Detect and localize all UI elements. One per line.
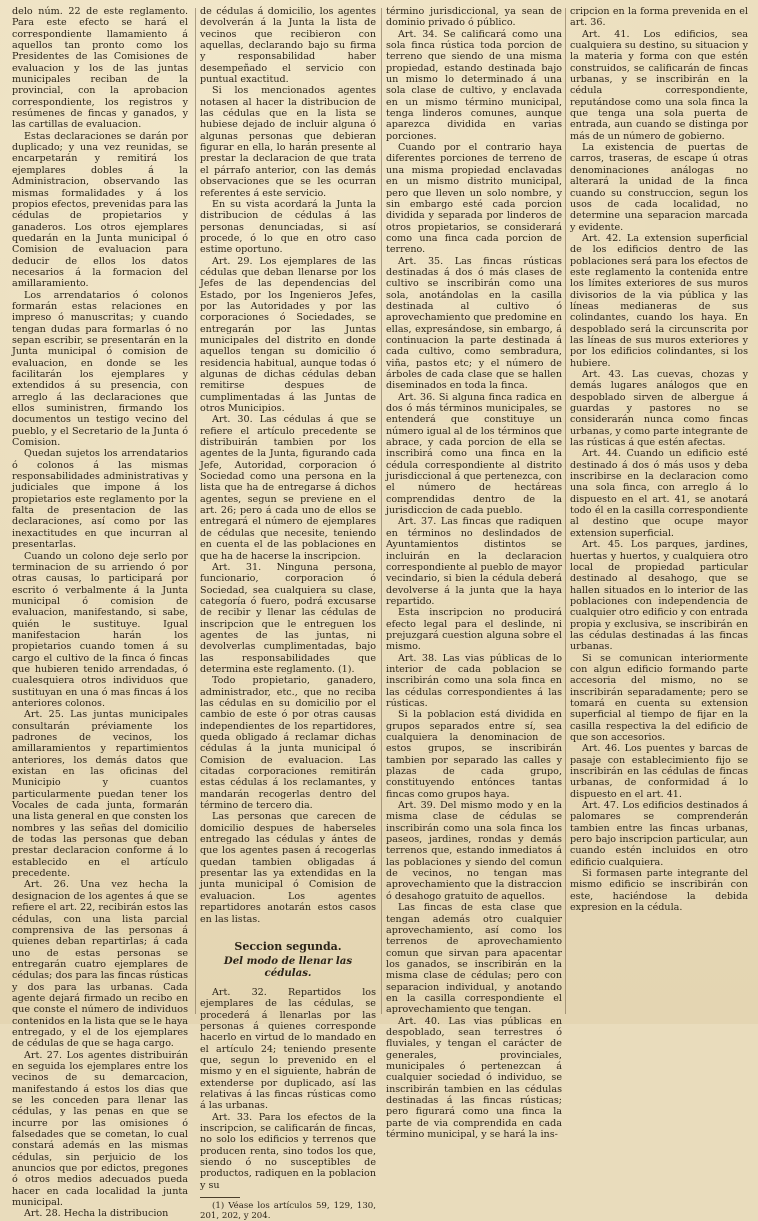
text-column-4: [570, 6, 748, 1016]
paragraph: Art. 31. Ninguna persona, funcionario, corporacion ó Sociedad, sea cualquiera su clase, categoría ó fuero, podrá excusarse de recibir y llenar las cédulas de inscripcion que le entreguen los agentes de las juntas, ni devolverlas cumplimentadas, bajo las responsabilidades que determina este reglamento. (1).: [200, 561, 376, 675]
paragraph: Art. 28. Hecha la distribucion: [24, 1208, 169, 1220]
paragraph: Estas declaraciones se darán por duplicado; y una vez reunidas, se encarpetarán y remitirá los ejemplares dobles á la Administracion, observando las mismas formalidades y á los propios efectos, prevenidas para las cédulas de propietarios y ganaderos. Los otros ejemplares quedarán en la Junta municipal ó Comision de evaluacion para deducir de ellos los datos necesarios á la formacion del amillaramiento.: [12, 130, 188, 290]
paragraph: cripcion en la forma prevenida en el art. 36.: [570, 6, 748, 29]
paragraph: Todo propietario, ganadero, administrador, etc., que no reciba las cédulas en su domicilio por el cambio de este ó por otras causas independientes de los repartidores, queda obligado á reclamar dichas cédulas á la junta municipal ó Comision de evaluacion. Las citadas corporaciones remitirán estas cédulas á los reclamantes, y mandarán recogerlas dentro del término de tercero dia.: [200, 675, 376, 812]
paragraph: Art. 34. Se calificará como una sola finca rústica toda porcion de terreno que siendo de una misma propiedad, estando destinada bajo un mismo lo determinado á una sola clase de cultivo, y enclavada en un mismo término municipal, tenga linderos comunes, aunque aparezca dividida en varias porciones.: [386, 28, 562, 142]
paragraph: Art. 43. Las cuevas, chozas y demás lugares análogos que en despoblado sirven de albergue á guardas y pastores no se considerarán nunca como fincas urbanas, y como parte integrante de las rústicas á que estén afectas.: [570, 369, 748, 449]
text-column-1: [12, 6, 188, 1220]
paragraph: Art. 29. Los ejemplares de las cédulas que deban llenarse por los Jefes de las dependencias del Estado, por los Ingenieros Jefes, por las Autoridades y por las corporaciones ó Sociedades, se entregarán por las Juntas municipales del distrito en donde aquellos tengan su domicilio ó residencia habitual, aunque todas ó algunas de dichas cédulas deban remitirse despues de cumplimentadas á las Juntas de otros Municipios.: [200, 255, 376, 415]
paragraph: término jurisdiccional, ya sean de dominio privado ó público.: [386, 6, 562, 29]
paragraph: Cuando por el contrario haya diferentes porciones de terreno de una misma propiedad enclavadas en un mismo distrito municipal, pero que lleven un solo nombre, y sin embargo esté cada porcion dividida y separada por linderos de otros propietarios, se considerará como una finca cada porcion de terreno.: [386, 142, 562, 256]
paragraph: Art. 32. Repartidos los ejemplares de las cédulas, se procederá á llenarlas por las personas á quienes corresponde hacerlo en virtud de lo mandado en el artículo 24; teniendo presente que, segun lo prevenido en el mismo y en el siguiente, habrán de extenderse por duplicado, así las relativas á las fincas rústicas como á las urbanas.: [200, 986, 376, 1112]
paragraph: Si la poblacion está dividida en grupos separados entre sí, sea cualquiera la denominacion de estos grupos, se inscribirán tambien por separado las calles y plazas de cada grupo, constituyendo entónces tantas fincas como grupos haya.: [386, 709, 562, 800]
paragraph: Art. 36. Si alguna finca radica en dos ó más términos municipales, se entenderá que constituye un número igual al de los términos que abrace, y cada porcion de ella se inscribirá como una finca en la cédula correspondiente al distrito jurisdiccional á que pertenezca, con el número de hectáreas comprendidas dentro de la jurisdiccion de cada pueblo.: [386, 391, 562, 517]
section-title: Seccion segunda.: [234, 939, 342, 953]
paragraph: Las fincas de esta clase que tengan además otro cualquier aprovechamiento, así como los terrenos de aprovechamiento comun que sirvan para apacentar los ganados, se inscribirán en la misma clase de cédulas; pero con separacion individual, y anotando en la casilla correspondiente el aprovechamiento que tengan.: [386, 902, 562, 1016]
paragraph: Art. 38. Las vias públicas de lo interior de cada poblacion se inscribirán como una sola finca en las cédulas correspondientes á las rústicas.: [386, 652, 562, 709]
paragraph: La existencia de puertas de carros, traseras, de escape ú otras denominaciones análogas no alterará la unidad de la finca cuando su construccion, segun los usos de cada localidad, no determine una separacion marcada y evidente.: [570, 142, 748, 233]
column-rule: [195, 8, 196, 1014]
column-rule: [381, 8, 382, 1014]
paragraph: Quedan sujetos los arrendatarios ó colonos á las mismas responsabilidades administrativas y judiciales que impone á los propietarios este reglamento por la falta de presentacion de las declaraciones, así como por las inexactitudes en que incurran al presentarlas.: [12, 448, 188, 551]
paragraph: Esta inscripcion no producirá efecto legal para el deslinde, ni prejuzgará cuestion alguna sobre el mismo.: [386, 607, 562, 653]
section-subtitle: Del modo de llenar las cédulas.: [223, 955, 353, 979]
paragraph: Art. 30. Las cédulas á que se refiere el artículo precedente se distribuirán tambien por los agentes de la Junta, figurando cada Jefe, Autoridad, corporacion ó Sociedad como una persona en la lista que ha de entregarse á dichos agentes, segun se previene en el art. 26; pero á cada uno de ellos se entregará el número de ejemplares de cédulas que necesite, teniendo en cuenta el de las poblaciones en que ha de hacerse la inscripcion.: [200, 414, 376, 562]
paragraph: Los arrendatarios ó colonos formarán estas relaciones en impreso ó manuscritas; y cuando tengan dudas para formarlas ó no sepan escribir, se presentarán en la Junta municipal ó comision de evaluacion, en donde se les facilitarán los ejemplares y extendidos á su presencia, con arreglo á las declaraciones que ellos suministren, firmando los documentos un testigo vecino del pueblo, y el Secretario de la Junta ó Comision.: [12, 289, 188, 449]
paragraph: Art. 26. Una vez hecha la designacion de los agentes á que se refiere el art. 22, recibirán estos las cédulas, con una lista parcial comprensiva de las personas á quienes deban repartirlas; á cada uno de estas personas se entregarán cuatro ejemplares de cédulas; dos para las fincas rústicas y dos para las urbanas. Cada agente dejará firmado un recibo en que conste el número de individuos contenidos en la lista que se le haya entregado, y el de los ejemplares de cédulas de que se haga cargo.: [12, 879, 188, 1050]
paragraph: Art. 40. Las vias públicas en despoblado, sean terrestres ó fluviales, y tengan el carácter de generales, provinciales, municipales ó pertenezcan á cualquier sociedad ó individuo, se inscribirán tambien en las cédulas destinadas á las fincas rústicas; pero figurará como una finca la parte de via comprendida en cada término municipal, y se hará la ins-: [386, 1015, 562, 1141]
paragraph: Art. 35. Las fincas rústicas destinadas á dos ó más clases de cultivo se inscribirán como una sola, anotándolas en la casilla destinada al cultivo ó aprovechamiento que predomine en ellas, expresándose, sin embargo, á continuacion la parte destinada á cada cultivo, como sembradura, viña, pastos etc; y el número de árboles de cada clase que se hallen diseminados en toda la finca.: [386, 255, 562, 392]
paragraph: de cédulas á domicilio, los agentes devolverán á la Junta la lista de vecinos que recibieron con aquellas, declarando bajo su firma y responsabilidad haber desempeñado el servicio con puntual exactitud.: [200, 6, 376, 86]
footnote: (1) Véase los artículos 59, 129, 130, 201, 202, y 204.: [200, 1201, 376, 1221]
paragraph: Art. 46. Los puentes y barcas de pasaje con establecimiento fijo se inscribirán en las cédulas de fincas urbanas, de conformidad á lo dispuesto en el art. 41.: [570, 743, 748, 800]
paragraph: Art. 27. Los agentes distribuirán en seguida los ejemplares entre los vecinos de su demarcacion, manifestando á estos los dias que se les conceden para llenar las cédulas, y las penas en que se incurre por las omisiones ó falsedades que se cometan, lo cual constará además en las mismas cédulas, sin perjuicio de los anuncios que por edictos, pregones ó otros medios adecuados pueda hacer en cada localidad la junta municipal.: [12, 1049, 188, 1209]
paragraph: Cuando un colono deje serlo por terminacion de su arriendo ó por otras causas, lo participará por escrito ó verbalmente á la Junta municipal ó comision de evaluacion, manifestando, si sabe, quién le sustituye. Igual manifestacion harán los propietarios cuando tomen á su cargo el cultivo de la finca ó fincas que hubieren tenido arrendadas, ó cualesquiera otros individuos que sustituyan en una ó mas fincas á los anteriores colonos.: [12, 550, 188, 709]
paragraph: Art. 47. Los edificios destinados á palomares se comprenderán tambien entre las fincas urbanas, pero bajo inscripcion particular, aun cuando estén incluidos en otro edificio cualquiera.: [570, 800, 748, 868]
column-rule: [565, 8, 566, 1014]
paragraph: Art. 41. Los edificios, sea cualquiera su destino, su situacion y la materia y forma con que estén construidos, se calificarán de fincas urbanas, y se inscribirán en la cédula correspondiente, reputándose como una sola finca la que tenga una sola puerta de entrada, aun cuando se distinga por más de un número de gobierno.: [570, 28, 748, 142]
paragraph: Las personas que carecen de domicilio despues de haberseles entregado las cédulas y ántes de que los agentes pasen á recogerlas quedan tambien obligadas á presentar las ya extendidas en la junta municipal ó Comision de evaluacion. Los agentes repartidores anotarán estos casos en las listas.: [200, 811, 376, 925]
paragraph: Art. 39. Del mismo modo y en la misma clase de cédulas se inscribirán como una sola finca los paseos, jardines, rondas y demás terrenos que, estando inmediatos á las poblaciones y siendo del comun de vecinos, no tengan mas aprovechamiento que la distraccion ó desahogo gratuito de aquellos.: [386, 800, 562, 902]
paragraph: Si formasen parte integrante del mismo edificio se inscribirán con este, haciéndose la debida expresion en la cédula.: [570, 868, 748, 914]
paragraph: delo núm. 22 de este reglamento. Para este efecto se hará el correspondiente llamamiento á aquellos tan pronto como los Presidentes de las Comisiones de evaluacion y los de las juntas municipales reciban de la provincial, con la aprobacion correspondiente, los registros y resúmenes de fincas y ganados, y las cartillas de evaluacion.: [12, 6, 188, 131]
footnote-rule: [200, 1197, 240, 1198]
paragraph: Art. 33. Para los efectos de la inscripcion, se calificarán de fincas, no solo los edificios y terrenos que producen renta, sino todos los que, siendo ó no susceptibles de productos, radiquen en la poblacion y su: [200, 1111, 376, 1191]
text-column-3: [386, 6, 563, 1141]
paragraph: Art. 45. Los parques, jardines, huertas y huertos, y cualquiera otro local de propiedad particular destinado al desahogo, que se hallen situados en lo interior de las poblaciones con independencia de cualquier otro edificio y con entrada propia y exclusiva, se inscribirán en las cédulas destinadas á las fincas urbanas.: [570, 539, 748, 653]
text-column-2: [200, 6, 376, 1221]
paragraph: Art. 37. Las fincas que radiquen en términos no deslindados de Ayuntamientos distintos se incluirán en la declaracion correspondiente al pueblo de mayor vecindario, si bien la cédula deberá devolverse á la junta que la haya repartido.: [386, 516, 563, 607]
paragraph: Art. 42. La extension superficial de los edificios dentro de las poblaciones será para los efectos de este reglamento la contenida entre los límites exteriores de sus muros divisorios de la via pública y las líneas medianeras de sus colindantes, cuando los haya. En despoblado será la circunscrita por las líneas de sus muros exteriores y por los edificios colindantes, si los hubiere.: [570, 232, 748, 369]
paragraph: Art. 44. Cuando un edificio esté destinado á dos ó más usos y deba inscribirse en la declaracion como una sola finca, con arreglo á lo dispuesto en el art. 41, se anotará todo él en la casilla correspondiente al destino que ocupe mayor extension superficial.: [570, 448, 748, 539]
paragraph: En su vista acordará la Junta la distribucion de cédulas á las personas denunciadas, si así procede, ó lo que en otro caso estime oportuno.: [200, 198, 376, 256]
paragraph: Si se comunican interiormente con algun edificio formando parte accesoria del mismo, no se inscribirán separadamente; pero se tomará en cuenta su extension superficial al tiempo de fijar en la casilla respectiva la del edificio de que son accesorios.: [570, 652, 748, 743]
paragraph: Art. 25. Las juntas municipales consultarán préviamente los padrones de vecinos, los amillaramientos y repartimientos anteriores, los demás datos que existan en las oficinas del Municipio y cuantos particularmente puedan tener los Vocales de cada junta, formarán una lista general en que consten los nombres y las señas del domicilio de todas las personas que deban prestar declaracion conforme á lo establecido en el artículo precedente.: [12, 709, 188, 880]
paragraph: Si los mencionados agentes notasen al hacer la distribucion de las cédulas que en la lista se hubiese dejado de incluir alguna ó algunas personas que debieran figurar en ella, lo harán presente al prestar la declaracion de que trata el párrafo anterior, con las demás observaciones que se les ocurran referentes á este servicio.: [200, 85, 376, 199]
